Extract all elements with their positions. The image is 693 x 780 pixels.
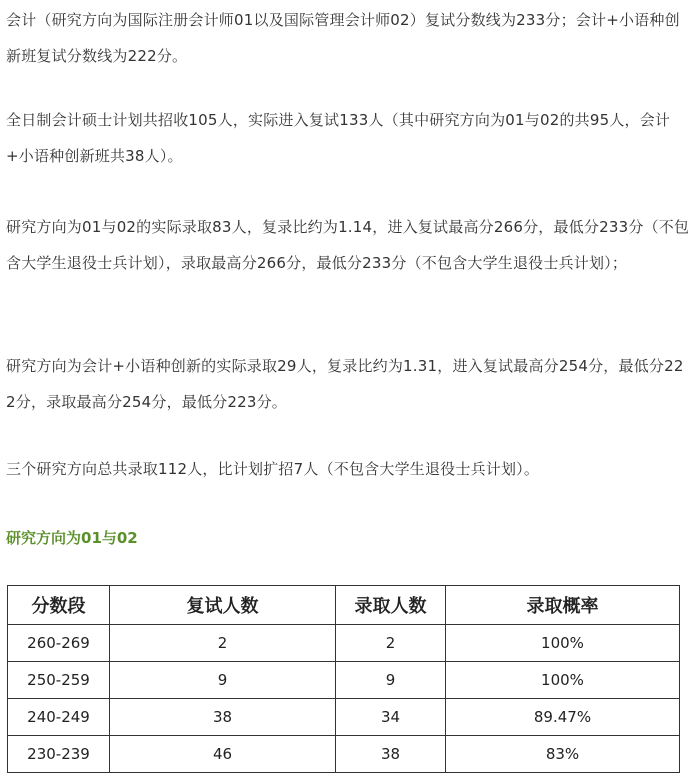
cell-score-range: 260-269 <box>8 625 110 662</box>
cell-admitted-count: 2 <box>336 625 446 662</box>
header-retest-count: 复试人数 <box>110 586 336 625</box>
cell-score-range: 250-259 <box>8 662 110 699</box>
score-distribution-table <box>7 585 680 773</box>
section-heading: 研究方向为01与02 <box>6 529 138 547</box>
cell-admission-rate: 100% <box>446 662 680 699</box>
paragraph-enrollment-plan: 全日制会计硕士计划共招收105人，实际进入复试133人（其中研究方向为01与02的共95人，会计+小语种创新班共38人）。 <box>6 111 671 165</box>
header-score-range: 分数段 <box>8 586 110 625</box>
cell-admitted-count: 9 <box>336 662 446 699</box>
cell-admission-rate: 89.47% <box>446 699 680 736</box>
table-row <box>8 662 680 699</box>
paragraph-cutoff-scores: 会计（研究方向为国际注册会计师01以及国际管理会计师02）复试分数线为233分；会计+小语种创新班复试分数线为222分。 <box>6 11 680 65</box>
header-admission-rate: 录取概率 <box>446 586 680 625</box>
cell-score-range: 240-249 <box>8 699 110 736</box>
table-row <box>8 699 680 736</box>
cell-score-range: 230-239 <box>8 736 110 773</box>
table-row <box>8 736 680 773</box>
cell-admission-rate: 100% <box>446 625 680 662</box>
cell-admitted-count: 38 <box>336 736 446 773</box>
cell-retest-count: 38 <box>110 699 336 736</box>
paragraph-direction-01-02-admission: 研究方向为01与02的实际录取83人，复录比约为1.14，进入复试最高分266分，最低分233分（不包含大学生退役士兵计划），录取最高分266分，最低分233分（不包含大学生退役士兵计划）； <box>6 218 690 272</box>
cell-retest-count: 9 <box>110 662 336 699</box>
paragraph-total-admission: 三个研究方向总共录取112人，比计划扩招7人（不包含大学生退役士兵计划）。 <box>6 460 540 478</box>
cell-admission-rate: 83% <box>446 736 680 773</box>
cell-admitted-count: 34 <box>336 699 446 736</box>
paragraph-language-class-admission: 研究方向为会计+小语种创新的实际录取29人，复录比约为1.31，进入复试最高分254分，最低分222分，录取最高分254分，最低分223分。 <box>6 357 684 411</box>
cell-retest-count: 46 <box>110 736 336 773</box>
cell-retest-count: 2 <box>110 625 336 662</box>
header-admitted-count: 录取人数 <box>336 586 446 625</box>
table-header-row <box>8 586 680 625</box>
table-row <box>8 625 680 662</box>
